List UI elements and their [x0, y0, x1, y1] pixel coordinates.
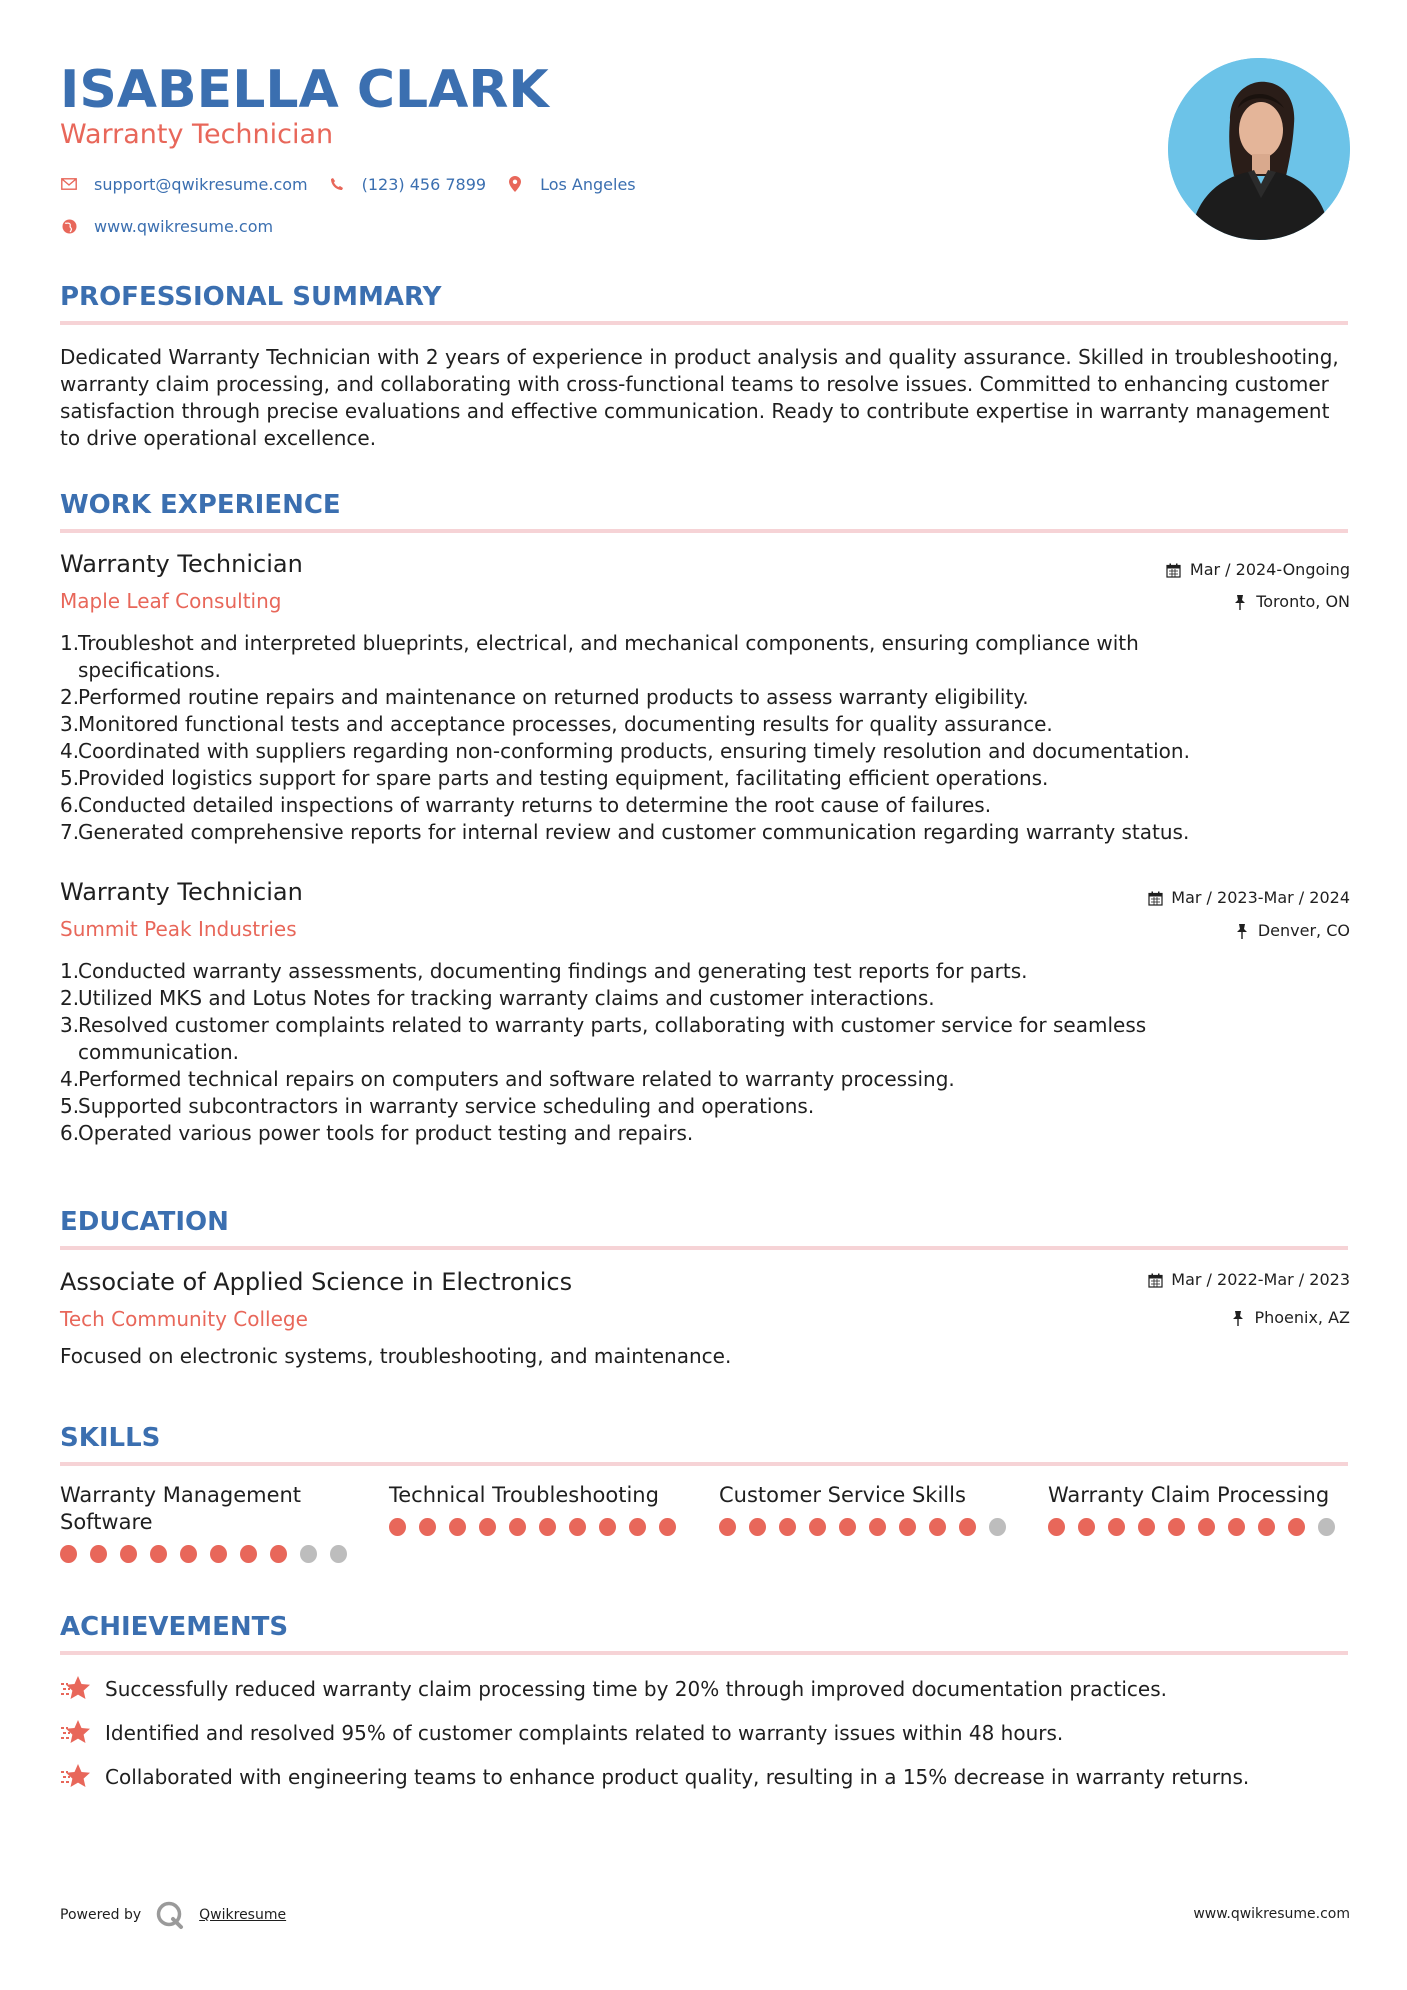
rating-dot-filled: [270, 1545, 287, 1563]
star-icon: [60, 1719, 92, 1747]
rating-dot-filled: [1198, 1518, 1215, 1536]
skill-name: Warranty Claim Processing: [1048, 1483, 1330, 1507]
achievement-item: [60, 1675, 1167, 1703]
summary-text: Dedicated Warranty Technician with 2 years of experience in product analysis and quality assurance. Skilled in troubleshooting, warranty claim processing, and collaborating with cross-functional teams to resolve issues. Committed to enhancing customer satisfaction through precise evaluations and effective communication. Ready to contribute expertise in warranty management to drive operational excellence.: [60, 345, 1339, 450]
skill-rating: [1048, 1518, 1348, 1536]
powered-by-label: Powered by: [60, 1907, 142, 1923]
skill-name: Technical Troubleshooting: [389, 1483, 659, 1507]
rating-dot-filled: [839, 1518, 856, 1536]
candidate-name: ISABELLA CLARK: [60, 60, 549, 120]
calendar-icon: [1166, 562, 1182, 578]
list-item: 3. Resolved customer complaints related to warranty parts, collaborating with customer service for seamless communication.: [60, 1013, 1147, 1064]
pushpin-icon: [1230, 1310, 1246, 1326]
achievements-heading: ACHIEVEMENTS: [60, 1612, 289, 1642]
email-link[interactable]: support@qwikresume.com: [94, 174, 308, 194]
education-location: [1230, 1307, 1350, 1329]
list-item: 6. Operated various power tools for product testing and repairs.: [60, 1121, 694, 1145]
skill-rating: [389, 1518, 689, 1536]
footer-website[interactable]: www.qwikresume.com: [1193, 1906, 1350, 1922]
rating-dot-filled: [1078, 1518, 1095, 1536]
rating-dot-filled: [1048, 1518, 1065, 1536]
rating-dot-filled: [60, 1545, 77, 1563]
rating-dot-filled: [240, 1545, 257, 1563]
phone-number[interactable]: (123) 456 7899: [361, 174, 487, 194]
contact-row-secondary: [60, 214, 293, 238]
rating-dot-filled: [659, 1518, 676, 1536]
rating-dot-filled: [1138, 1518, 1155, 1536]
education-description: Focused on electronic systems, troubleshooting, and maintenance.: [60, 1344, 732, 1368]
rating-dot-filled: [180, 1545, 197, 1563]
education-dates-text: Mar / 2022-Mar / 2023: [1171, 1270, 1350, 1289]
education-divider: [60, 1246, 1348, 1250]
location-text: Los Angeles: [540, 174, 636, 194]
education-dates: [1147, 1269, 1350, 1291]
globe-icon: [60, 217, 78, 235]
star-icon: [60, 1763, 92, 1791]
rating-dot-filled: [929, 1518, 946, 1536]
achievements-divider: [60, 1651, 1348, 1655]
school-name: Tech Community College: [60, 1307, 308, 1331]
education-heading: EDUCATION: [60, 1207, 229, 1237]
pushpin-icon: [1234, 923, 1250, 939]
rating-dot-filled: [210, 1545, 227, 1563]
rating-dot-filled: [869, 1518, 886, 1536]
job-company: Maple Leaf Consulting: [60, 589, 282, 613]
list-item: 5. Provided logistics support for spare parts and testing equipment, facilitating efficient operations.: [60, 766, 1049, 790]
achievement-item: [60, 1763, 1249, 1791]
rating-dot-empty: [989, 1518, 1006, 1536]
summary-divider: [60, 321, 1348, 325]
list-item: 7. Generated comprehensive reports for internal review and customer communication regarding warranty status.: [60, 820, 1190, 844]
rating-dot-filled: [389, 1518, 406, 1536]
skills-divider: [60, 1462, 1348, 1466]
list-item: 2. Performed routine repairs and maintenance on returned products to assess warranty eligibility.: [60, 685, 1029, 709]
rating-dot-filled: [809, 1518, 826, 1536]
skill-rating: [60, 1545, 360, 1563]
skill-item: [719, 1482, 1019, 1536]
job-dates: [1147, 887, 1350, 909]
list-item: 1. Troubleshot and interpreted blueprints, electrical, and mechanical components, ensuring compliance with specifications.: [60, 631, 1139, 682]
rating-dot-filled: [539, 1518, 556, 1536]
skill-item: [1048, 1482, 1348, 1536]
rating-dot-filled: [479, 1518, 496, 1536]
rating-dot-empty: [300, 1545, 317, 1563]
rating-dot-filled: [719, 1518, 736, 1536]
job-bullets: [60, 630, 1270, 846]
rating-dot-filled: [1288, 1518, 1305, 1536]
rating-dot-empty: [1318, 1518, 1335, 1536]
qwikresume-logo-icon: [155, 1900, 185, 1930]
map-pin-icon: [506, 175, 524, 193]
rating-dot-filled: [779, 1518, 796, 1536]
list-item: 1. Conducted warranty assessments, documenting findings and generating test reports for parts.: [60, 959, 1028, 983]
skill-item: [60, 1482, 360, 1563]
rating-dot-filled: [1168, 1518, 1185, 1536]
job-company: Summit Peak Industries: [60, 917, 297, 941]
rating-dot-filled: [509, 1518, 526, 1536]
calendar-icon: [1147, 1272, 1163, 1288]
job-dates-text: Mar / 2024-Ongoing: [1189, 560, 1350, 579]
rating-dot-filled: [599, 1518, 616, 1536]
qwikresume-link[interactable]: Qwikresume: [199, 1907, 287, 1923]
rating-dot-filled: [1258, 1518, 1275, 1536]
job-dates-text: Mar / 2023-Mar / 2024: [1171, 888, 1350, 907]
envelope-icon: [60, 175, 78, 193]
rating-dot-filled: [1228, 1518, 1245, 1536]
rating-dot-filled: [569, 1518, 586, 1536]
skill-name: Warranty Management Software: [60, 1483, 302, 1534]
degree-title: Associate of Applied Science in Electronics: [60, 1268, 573, 1296]
job-location-text: Toronto, ON: [1256, 592, 1350, 611]
rating-dot-filled: [1108, 1518, 1125, 1536]
calendar-icon: [1147, 890, 1163, 906]
rating-dot-filled: [419, 1518, 436, 1536]
rating-dot-filled: [959, 1518, 976, 1536]
job-bullets: [60, 958, 1270, 1147]
profile-photo: [1168, 58, 1350, 240]
achievement-text: Identified and resolved 95% of customer complaints related to warranty issues within 48 hours.: [105, 1720, 1064, 1745]
rating-dot-empty: [330, 1545, 347, 1563]
phone-icon: [328, 175, 346, 193]
list-item: 2. Utilized MKS and Lotus Notes for tracking warranty claims and customer interactions.: [60, 986, 935, 1010]
list-item: 6. Conducted detailed inspections of warranty returns to determine the root cause of failures.: [60, 793, 992, 817]
job-location: [1232, 591, 1350, 613]
star-icon: [60, 1675, 92, 1703]
rating-dot-filled: [90, 1545, 107, 1563]
skill-name: Customer Service Skills: [719, 1483, 966, 1507]
candidate-title: Warranty Technician: [60, 119, 334, 150]
website-link[interactable]: www.qwikresume.com: [94, 216, 274, 236]
achievement-text: Successfully reduced warranty claim processing time by 20% through improved documentation practices.: [105, 1676, 1167, 1701]
rating-dot-filled: [120, 1545, 137, 1563]
job-dates: [1166, 559, 1350, 581]
list-item: 3. Monitored functional tests and acceptance processes, documenting results for quality assurance.: [60, 712, 1053, 736]
job-location: [1234, 920, 1350, 942]
list-item: 5. Supported subcontractors in warranty service scheduling and operations.: [60, 1094, 815, 1118]
rating-dot-filled: [899, 1518, 916, 1536]
skill-item: [389, 1482, 689, 1536]
list-item: 4. Performed technical repairs on computers and software related to warranty processing.: [60, 1067, 955, 1091]
rating-dot-filled: [150, 1545, 167, 1563]
achievement-text: Collaborated with engineering teams to enhance product quality, resulting in a 15% decrease in warranty returns.: [105, 1764, 1250, 1789]
experience-divider: [60, 529, 1348, 533]
skills-heading: SKILLS: [60, 1423, 161, 1453]
list-item: 4. Coordinated with suppliers regarding non-conforming products, ensuring timely resolution and documentation.: [60, 739, 1190, 763]
experience-heading: WORK EXPERIENCE: [60, 490, 341, 520]
rating-dot-filled: [629, 1518, 646, 1536]
footer-powered-by: [60, 1900, 286, 1930]
pushpin-icon: [1232, 594, 1248, 610]
contact-row-primary: [60, 172, 656, 196]
summary-heading: PROFESSIONAL SUMMARY: [60, 282, 442, 312]
skill-rating: [719, 1518, 1019, 1536]
job-role: Warranty Technician: [60, 878, 303, 906]
job-location-text: Denver, CO: [1257, 921, 1350, 940]
rating-dot-filled: [449, 1518, 466, 1536]
achievement-item: [60, 1719, 1063, 1747]
rating-dot-filled: [749, 1518, 766, 1536]
education-location-text: Phoenix, AZ: [1254, 1308, 1350, 1327]
job-role: Warranty Technician: [60, 550, 303, 578]
